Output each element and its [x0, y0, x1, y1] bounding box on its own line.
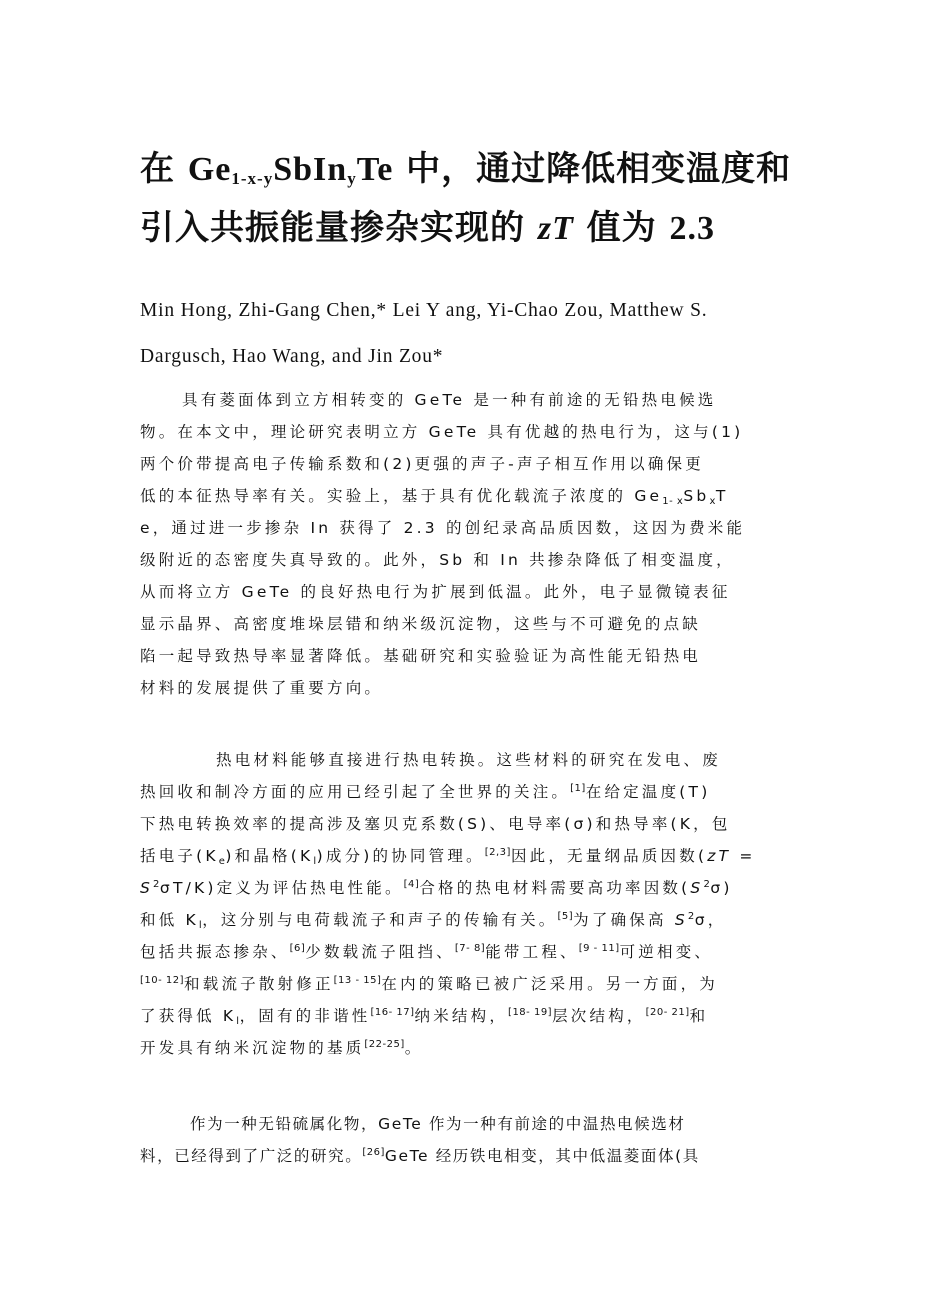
- background-line: 料，已经得到了广泛的研究。[26]GeTe 经历铁电相变，其中低温菱面体(具: [140, 1147, 700, 1165]
- abstract-line: 级附近的态密度失真导致的。此外，Sb 和 In 共掺杂降低了相变温度，: [140, 551, 735, 569]
- intro-line: 热回收和制冷方面的应用已经引起了全世界的关注。[1]在给定温度(T): [140, 783, 711, 801]
- background-paragraph: [140, 1108, 788, 1172]
- abstract-line: 具有菱面体到立方相转变的 GeTe 是一种有前途的无铅热电候选: [182, 391, 717, 409]
- citation: [7‑ 8]: [454, 943, 486, 954]
- author-list: [140, 288, 800, 380]
- intro-line: [10‑ 12]和载流子散射修正[13 ‑ 15]在内的策略已被广泛采用。另一方面，为: [140, 975, 718, 993]
- citation: [26]: [362, 1147, 385, 1158]
- background-line: 作为一种无铅硫属化物，GeTe 作为一种有前途的中温热电候选材: [190, 1115, 686, 1133]
- citation: [20‑ 21]: [645, 1007, 690, 1018]
- abstract-paragraph: [140, 384, 788, 704]
- citation: [4]: [403, 879, 420, 890]
- abstract-line: 材料的发展提供了重要方向。: [140, 679, 384, 697]
- intro-line: 括电子$(K_e)$和晶格$(K_l)$成分)的协同管理。[2,3]因此，无量纲品质因数(zT =: [140, 847, 756, 867]
- paper-title: [140, 140, 800, 258]
- citation: [22-25]: [364, 1039, 405, 1050]
- citation: [2,3]: [484, 847, 511, 858]
- abstract-line: 从而将立方 GeTe 的良好热电行为扩展到低温。此外，电子显微镜表征: [140, 583, 731, 601]
- intro-line: 热电材料能够直接进行热电转换。这些材料的研究在发电、废: [216, 751, 721, 769]
- abstract-line: 物。在本文中，理论研究表明立方 GeTe 具有优越的热电行为，这与(1): [140, 423, 744, 441]
- intro-line: 了获得低 $K_l$，固有的非谐性[16‑ 17]纳米结构，[18‑ 19]层次结构，[20‑ 21]和: [140, 1007, 709, 1027]
- intro-line: 下热电转换效率的提高涉及塞贝克系数(S)、电导率(σ)和热导率(K，包: [140, 815, 731, 833]
- citation: [5]: [557, 911, 574, 922]
- intro-line: 和低 $K_l$，这分别与电荷载流子和声子的传输有关。[5]为了确保高 S$^2$σ，: [140, 911, 727, 931]
- citation: [9 ‑ 11]: [578, 943, 620, 954]
- abstract-line: 显示晶界、高密度堆垛层错和纳米级沉淀物，这些与不可避免的点缺: [140, 615, 702, 633]
- abstract-line: 两个价带提高电子传输系数和(2)更强的声子-声子相互作用以确保更: [140, 455, 704, 473]
- author-line-1: Min Hong, Zhi-Gang Chen,* Lei Y ang, Yi-Chao Zou, Matthew S.: [140, 300, 708, 321]
- abstract-line: 低的本征热导率有关。实验上，基于具有优化载流子浓度的 $Ge_{1- x}Sb_xT$: [140, 487, 729, 507]
- title-line-1: 在 $Ge_{1-x-y}SbIn_yTe$ 中，通过降低相变温度和: [140, 149, 792, 189]
- intro-line: S$^2$σT/K)定义为评估热电性能。[4]合格的热电材料需要高功率因数(S$^2$σ): [140, 879, 733, 897]
- citation: [1]: [570, 783, 586, 794]
- intro-line: 开发具有纳米沉淀物的基质[22-25]。: [140, 1039, 424, 1057]
- citation: [13 ‑ 15]: [333, 975, 382, 986]
- intro-paragraph: [140, 744, 788, 1064]
- citation: [6]: [289, 943, 306, 954]
- citation: [18‑ 19]: [508, 1007, 553, 1018]
- title-line-2: 引入共振能量掺杂实现的 zT 值为 2.3: [140, 208, 716, 248]
- author-line-2: Dargusch, Hao Wang, and Jin Zou*: [140, 346, 444, 367]
- abstract-line: 陷一起导致热导率显著降低。基础研究和实验验证为高性能无铅热电: [140, 647, 702, 665]
- citation: [10‑ 12]: [140, 975, 185, 986]
- intro-line: 包括共振态掺杂、[6]少数载流子阻挡、[7‑ 8]能带工程、[9 ‑ 11]可逆相变、: [140, 943, 714, 961]
- citation: [16‑ 17]: [370, 1007, 415, 1018]
- abstract-line: e，通过进一步掺杂 In 获得了 2.3 的创纪录高品质因数，这因为费米能: [140, 519, 746, 537]
